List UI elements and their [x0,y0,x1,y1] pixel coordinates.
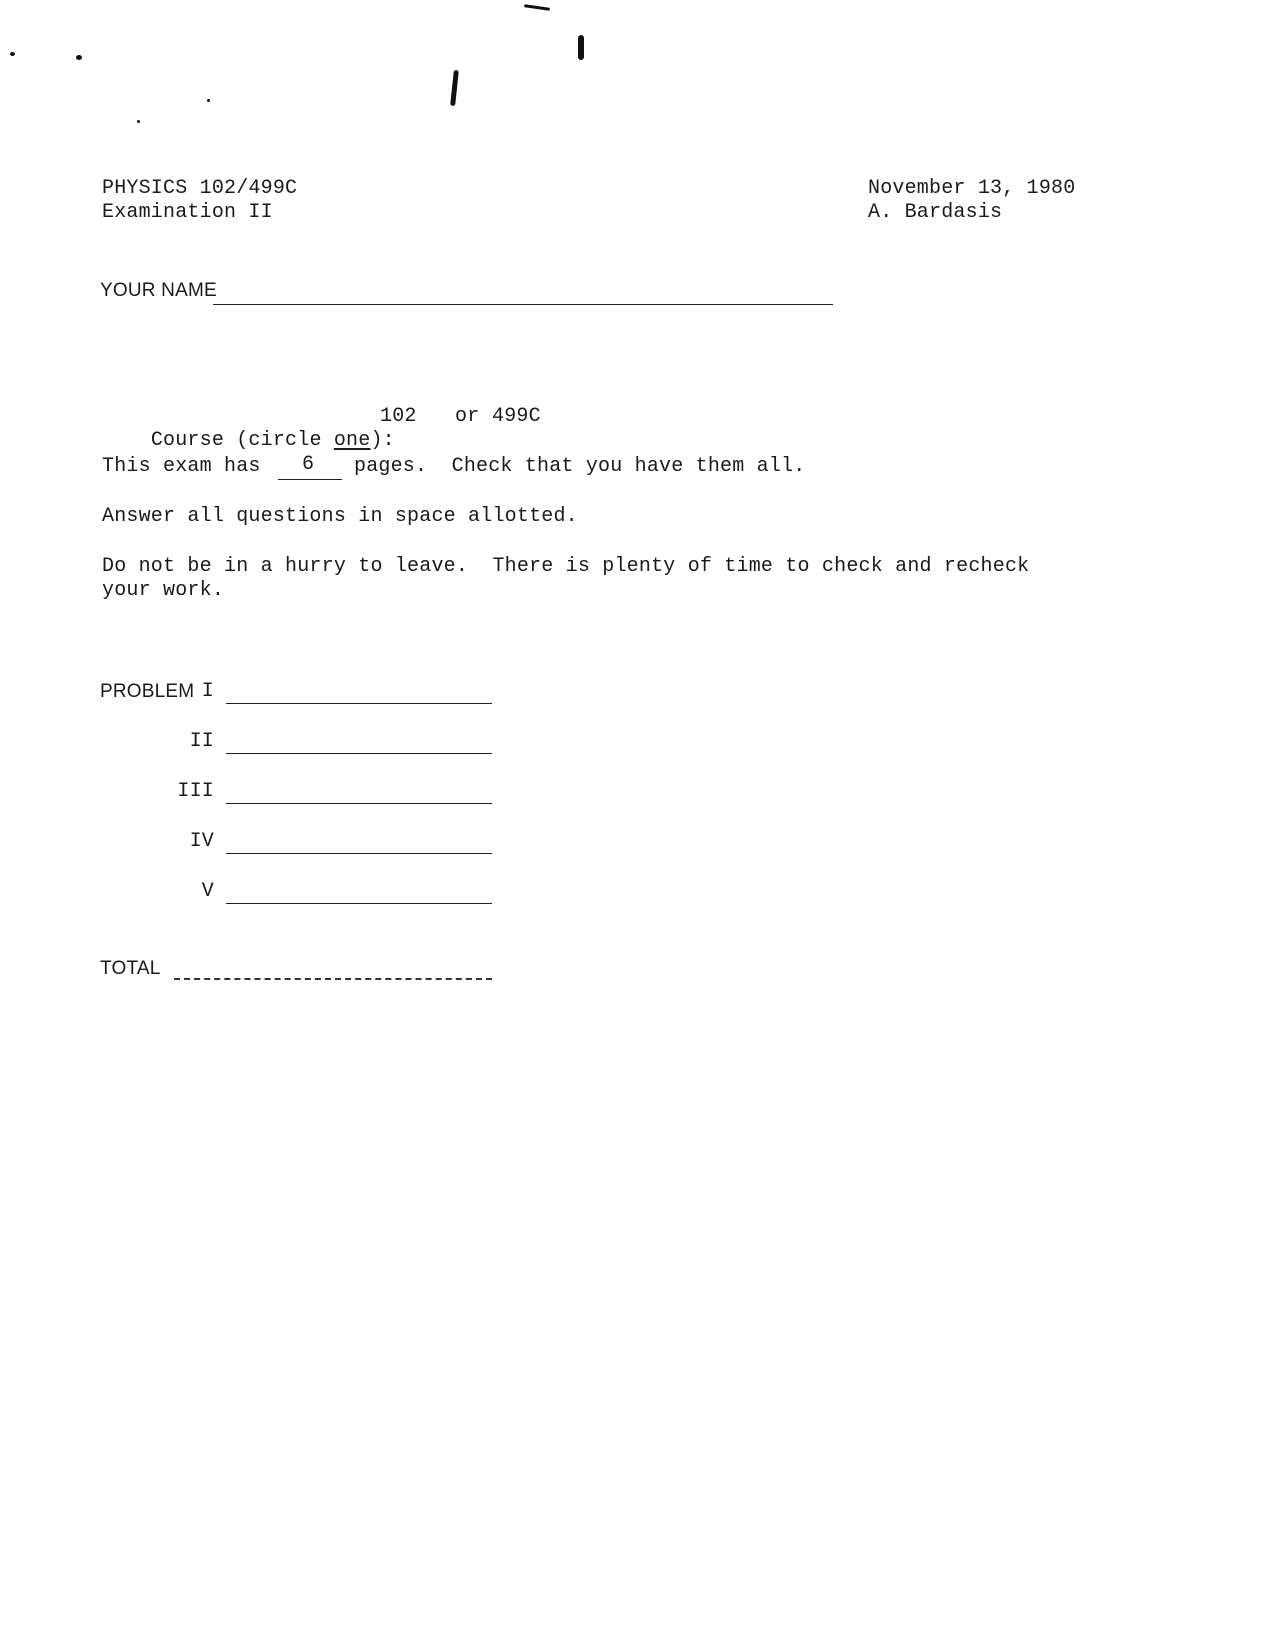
course-choice-suffix: ): [370,429,395,452]
problem-row-label: I [201,680,214,703]
instructor-name: A. Bardasis [868,201,1003,224]
exam-date: November 13, 1980 [868,177,1076,200]
scan-speck [137,120,140,123]
course-choice-emphasis: one [333,429,371,452]
answer-instruction: Answer all questions in space allotted. [102,505,578,528]
total-score-line [174,978,492,980]
course-option-joiner: or [455,405,480,428]
scan-speck [524,4,550,11]
exam-title: Examination II [102,201,273,224]
problem-row-label: V [201,880,214,903]
name-label: YOUR NAME [100,280,217,301]
problem-score-input[interactable] [228,877,490,903]
pages-count-underline [278,479,342,480]
name-input[interactable] [215,277,830,303]
course-option-499c[interactable]: 499C [492,405,541,428]
problem-score-input[interactable] [228,777,490,803]
scan-speck [578,35,584,60]
total-label: TOTAL [100,958,161,979]
problem-score-line [226,703,492,704]
scan-speck [207,99,210,102]
problem-row-label: IV [189,830,214,853]
problem-score-line [226,753,492,754]
problem-score-input[interactable] [228,727,490,753]
course-title: PHYSICS 102/499C [102,177,298,200]
problem-score-line [226,903,492,904]
problem-score-line [226,853,492,854]
problem-label: PROBLEM [100,681,195,702]
hurry-instruction-line1: Do not be in a hurry to leave. There is plenty of time to check and recheck [102,555,1030,578]
problem-row-label: III [177,780,214,803]
problem-score-line [226,803,492,804]
hurry-instruction-line2: your work. [102,579,225,602]
course-choice-prefix: Course (circle [150,429,334,452]
pages-prefix: This exam has [102,455,261,478]
problem-score-input[interactable] [228,677,490,703]
pages-count: 6 [302,453,315,476]
scan-speck [450,70,459,106]
pages-suffix: pages. Check that you have them all. [354,455,806,478]
problem-row-label: II [189,730,214,753]
problem-score-input[interactable] [228,827,490,853]
course-option-102[interactable]: 102 [380,405,417,428]
total-score-input[interactable] [176,952,490,978]
scan-speck [76,55,82,60]
name-blank-line [213,304,833,305]
scan-speck [10,52,15,56]
